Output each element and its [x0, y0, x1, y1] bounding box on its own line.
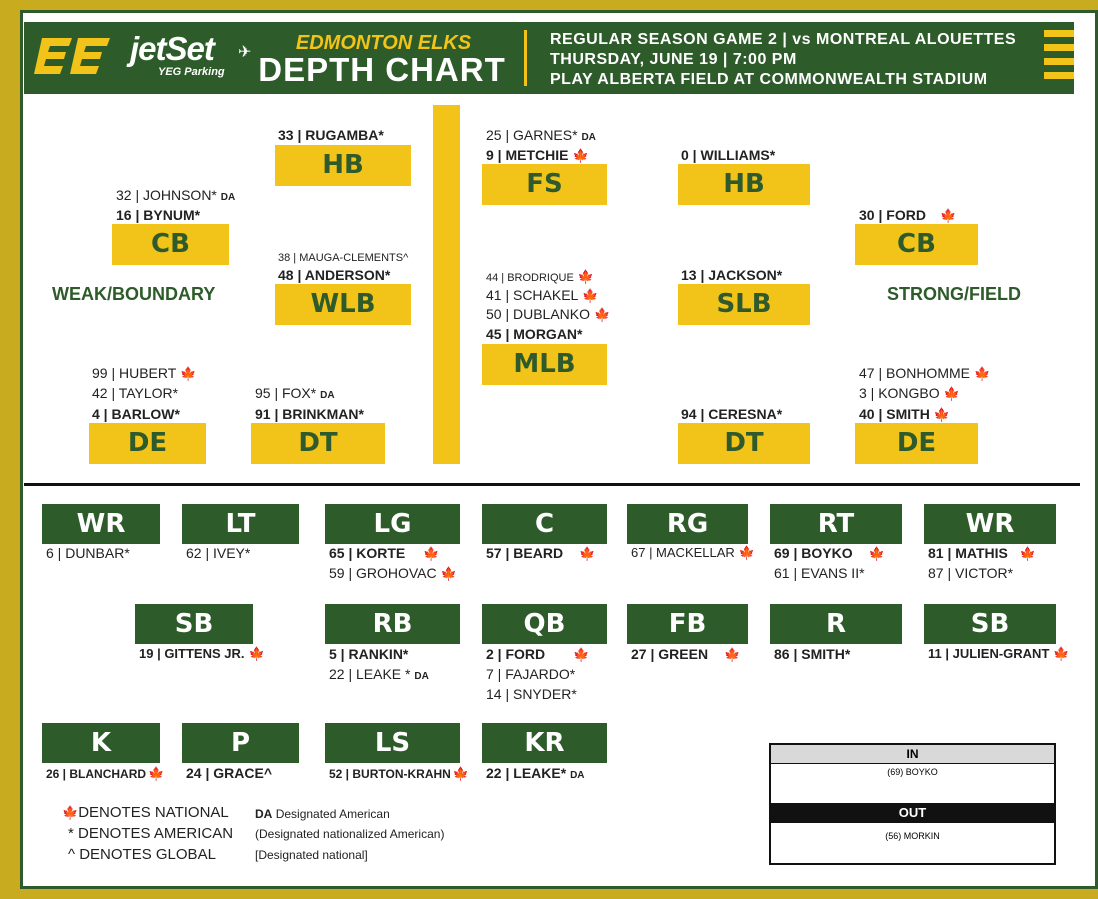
maple-leaf-icon: 🍁 [423, 546, 440, 561]
player-label: 99 | HUBERT 🍁 [92, 365, 197, 381]
player-label: 0 | WILLIAMS* [681, 147, 776, 163]
position-box-wr-left: WR [42, 504, 160, 544]
legend-da: DA Designated American [255, 807, 390, 821]
roster-changes-box [769, 743, 1056, 865]
position-box-wlb: WLB [275, 284, 411, 325]
legend-dn: [Designated national] [255, 848, 368, 862]
player-label: 40 | SMITH 🍁 [859, 406, 951, 422]
maple-leaf-icon: 🍁 [440, 566, 457, 581]
player-label: 45 | MORGAN* [486, 326, 583, 342]
player-label: 24 | GRACE^ [186, 765, 273, 781]
maple-leaf-icon: 🍁 [594, 307, 611, 322]
strong-field-label: STRONG/FIELD [887, 284, 1021, 304]
maple-leaf-icon: 🍁 [933, 407, 951, 422]
legend-national: 🍁DENOTES NATIONAL [62, 804, 229, 821]
maple-leaf-icon: 🍁 [1053, 646, 1070, 661]
player-label: 47 | BONHOMME 🍁 [859, 365, 991, 381]
legend-american: * DENOTES AMERICAN [68, 825, 234, 842]
player-label: 11 | JULIEN-GRANT 🍁 [928, 646, 1070, 661]
header-banner [24, 22, 1074, 94]
legend-dna: (Designated nationalized American) [255, 827, 445, 841]
out-value: (56) MORKIN [885, 831, 940, 841]
plane-icon: ✈ [238, 44, 252, 61]
position-box-mlb: MLB [482, 344, 607, 385]
maple-leaf-icon: 🍁 [62, 805, 79, 820]
player-label: 44 | BRODRIQUE 🍁 [486, 269, 595, 284]
offense-defense-divider [24, 483, 1080, 486]
player-label: 42 | TAYLOR* [92, 385, 179, 401]
position-box-sb-left: SB [135, 604, 253, 644]
position-box-dt-right: DT [678, 423, 810, 464]
player-label: 91 | BRINKMAN* [255, 406, 364, 422]
sponsor-logo [130, 32, 225, 78]
player-label: 16 | BYNUM* [116, 207, 201, 223]
weak-boundary-label: WEAK/BOUNDARY [52, 284, 216, 304]
player-label: 4 | BARLOW* [92, 406, 180, 422]
maple-leaf-icon: 🍁 [974, 366, 991, 381]
player-label: 69 | BOYKO 🍁 [774, 545, 885, 561]
maple-leaf-icon: 🍁 [572, 148, 589, 163]
header-stripes [1044, 30, 1074, 86]
player-label: 27 | GREEN 🍁 [631, 646, 741, 662]
position-box-fs: FS [482, 164, 607, 205]
player-label: 22 | LEAKE * DA [329, 666, 429, 682]
position-box-qb: QB [482, 604, 607, 644]
sponsor-name: jetSet [130, 30, 214, 67]
player-label: 30 | FORD 🍁 [859, 207, 957, 223]
team-name: EDMONTON ELKS [295, 32, 472, 54]
position-box-lg: LG [325, 504, 460, 544]
player-label: 62 | IVEY* [186, 545, 251, 561]
game-datetime: THURSDAY, JUNE 19 | 7:00 PM [550, 51, 797, 68]
player-label: 94 | CERESNA* [681, 406, 783, 422]
in-value: (69) BOYKO [887, 767, 938, 777]
player-label: 57 | BEARD 🍁 [486, 545, 596, 561]
position-box-de-right: DE [855, 423, 978, 464]
player-label: 86 | SMITH* [774, 646, 851, 662]
elks-logo [32, 34, 112, 82]
maple-leaf-icon: 🍁 [582, 288, 599, 303]
player-label: 9 | METCHIE 🍁 [486, 147, 589, 163]
out-header: OUT [771, 803, 1054, 823]
player-label: 33 | RUGAMBA* [278, 127, 384, 143]
sponsor-subtitle: YEG Parking [158, 66, 225, 78]
player-label: 26 | BLANCHARD 🍁 [46, 766, 165, 781]
player-label: 38 | MAUGA-CLEMENTS^ [278, 252, 409, 264]
page-title: DEPTH CHART [258, 51, 506, 88]
player-label: 2 | FORD 🍁 [486, 646, 590, 662]
player-label: 41 | SCHAKEL 🍁 [486, 287, 599, 303]
maple-leaf-icon: 🍁 [577, 269, 595, 284]
player-label: 95 | FOX* DA [255, 385, 335, 401]
maple-leaf-icon: 🍁 [573, 647, 590, 662]
position-box-cb-left: CB [112, 224, 229, 265]
game-info: REGULAR SEASON GAME 2 | vs MONTREAL ALOUETTES [550, 31, 1017, 48]
position-box-ls: LS [325, 723, 460, 763]
player-label: 48 | ANDERSON* [278, 267, 391, 283]
position-box-sb-right: SB [924, 604, 1056, 644]
maple-leaf-icon: 🍁 [939, 208, 957, 223]
player-label: 67 | MACKELLAR 🍁 [631, 545, 755, 560]
game-venue: PLAY ALBERTA FIELD AT COMMONWEALTH STADIUM [550, 71, 988, 88]
position-box-fb: FB [627, 604, 748, 644]
player-label: 61 | EVANS II* [774, 565, 865, 581]
maple-leaf-icon: 🍁 [452, 766, 469, 781]
player-label: 22 | LEAKE* DA [486, 765, 585, 781]
player-label: 13 | JACKSON* [681, 267, 783, 283]
position-box-rt: RT [770, 504, 902, 544]
player-label: 50 | DUBLANKO 🍁 [486, 306, 611, 322]
header-divider [524, 30, 527, 86]
maple-leaf-icon: 🍁 [738, 545, 755, 560]
player-label: 87 | VICTOR* [928, 565, 1014, 581]
player-label: 32 | JOHNSON* DA [116, 187, 236, 203]
position-box-k: K [42, 723, 160, 763]
position-box-r: R [770, 604, 902, 644]
player-label: 81 | MATHIS 🍁 [928, 545, 1037, 561]
position-box-dt-left: DT [251, 423, 385, 464]
player-label: 19 | GITTENS JR. 🍁 [139, 646, 265, 661]
player-label: 7 | FAJARDO* [486, 666, 576, 682]
maple-leaf-icon: 🍁 [148, 766, 165, 781]
maple-leaf-icon: 🍁 [579, 546, 596, 561]
position-box-slb: SLB [678, 284, 810, 325]
position-box-rg: RG [627, 504, 748, 544]
position-box-de-left: DE [89, 423, 206, 464]
position-box-rb: RB [325, 604, 460, 644]
position-box-hb-right: HB [678, 164, 810, 205]
position-box-c: C [482, 504, 607, 544]
player-label: 6 | DUNBAR* [46, 545, 130, 561]
player-label: 14 | SNYDER* [486, 686, 577, 702]
player-label: 59 | GROHOVAC 🍁 [329, 565, 457, 581]
maple-leaf-icon: 🍁 [724, 647, 741, 662]
in-header: IN [771, 745, 1054, 764]
legend-global: ^ DENOTES GLOBAL [68, 846, 216, 863]
maple-leaf-icon: 🍁 [943, 386, 960, 401]
player-label: 3 | KONGBO 🍁 [859, 385, 960, 401]
maple-leaf-icon: 🍁 [868, 546, 885, 561]
defense-center-bar [433, 105, 460, 464]
position-box-lt: LT [182, 504, 299, 544]
position-box-hb-left: HB [275, 145, 411, 186]
maple-leaf-icon: 🍁 [248, 646, 265, 661]
position-box-p: P [182, 723, 299, 763]
player-label: 65 | KORTE 🍁 [329, 545, 440, 561]
position-box-kr: KR [482, 723, 607, 763]
maple-leaf-icon: 🍁 [180, 366, 197, 381]
player-label: 52 | BURTON-KRAHN 🍁 [329, 766, 469, 781]
position-box-wr-right: WR [924, 504, 1056, 544]
position-box-cb-right: CB [855, 224, 978, 265]
player-label: 25 | GARNES* DA [486, 127, 596, 143]
player-label: 5 | RANKIN* [329, 646, 409, 662]
maple-leaf-icon: 🍁 [1019, 546, 1037, 561]
